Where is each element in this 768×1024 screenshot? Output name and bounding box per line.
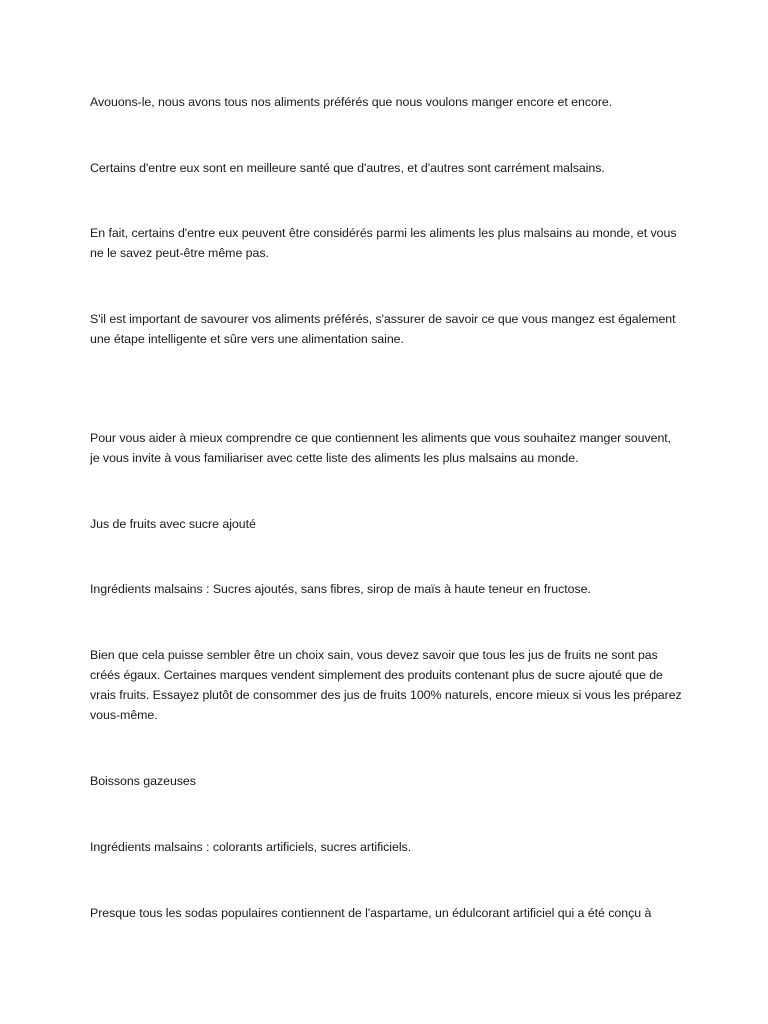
fruit-juice-ingredients: Ingrédients malsains : Sucres ajoutés, sans fibres, sirop de maïs à haute teneur en fructose. xyxy=(90,582,591,596)
intro-paragraph: Avouons-le, nous avons tous nos aliments préférés que nous voulons manger encore et encore. xyxy=(90,95,613,109)
unhealthiest-paragraph: En fait, certains d'entre eux peuvent être considérés parmi les aliments les plus malsains au monde, et vous ne le savez peut-être même pas. xyxy=(90,226,677,260)
section-heading-soda: Boissons gazeuses xyxy=(90,774,196,788)
savour-paragraph: S'il est important de savourer vos aliments préférés, s'assurer de savoir ce que vous mangez est également une étape intelligente et sûre vers une alimentation saine. xyxy=(90,312,676,346)
fruit-juice-description: Bien que cela puisse sembler être un choix sain, vous devez savoir que tous les jus de fruits ne sont pas créés égaux. Certaines marques vendent simplement des produits contenant plus de sucre ajouté que de vrais fruits. Essayez plutôt de consommer des jus de fruits 100% naturels, encore mieux si vous les préparez vous-même. xyxy=(90,648,682,722)
healthiness-paragraph: Certains d'entre eux sont en meilleure santé que d'autres, et d'autres sont carrément malsains. xyxy=(90,161,605,175)
section-heading-fruit-juice: Jus de fruits avec sucre ajouté xyxy=(90,517,256,531)
list-intro-paragraph: Pour vous aider à mieux comprendre ce que contiennent les aliments que vous souhaitez manger souvent, je vous invite à vous familiariser avec cette liste des aliments les plus malsains au monde. xyxy=(90,431,672,465)
soda-ingredients: Ingrédients malsains : colorants artificiels, sucres artificiels. xyxy=(90,840,412,854)
soda-description: Presque tous les sodas populaires contiennent de l'aspartame, un édulcorant artificiel qui a été conçu à xyxy=(90,906,652,920)
